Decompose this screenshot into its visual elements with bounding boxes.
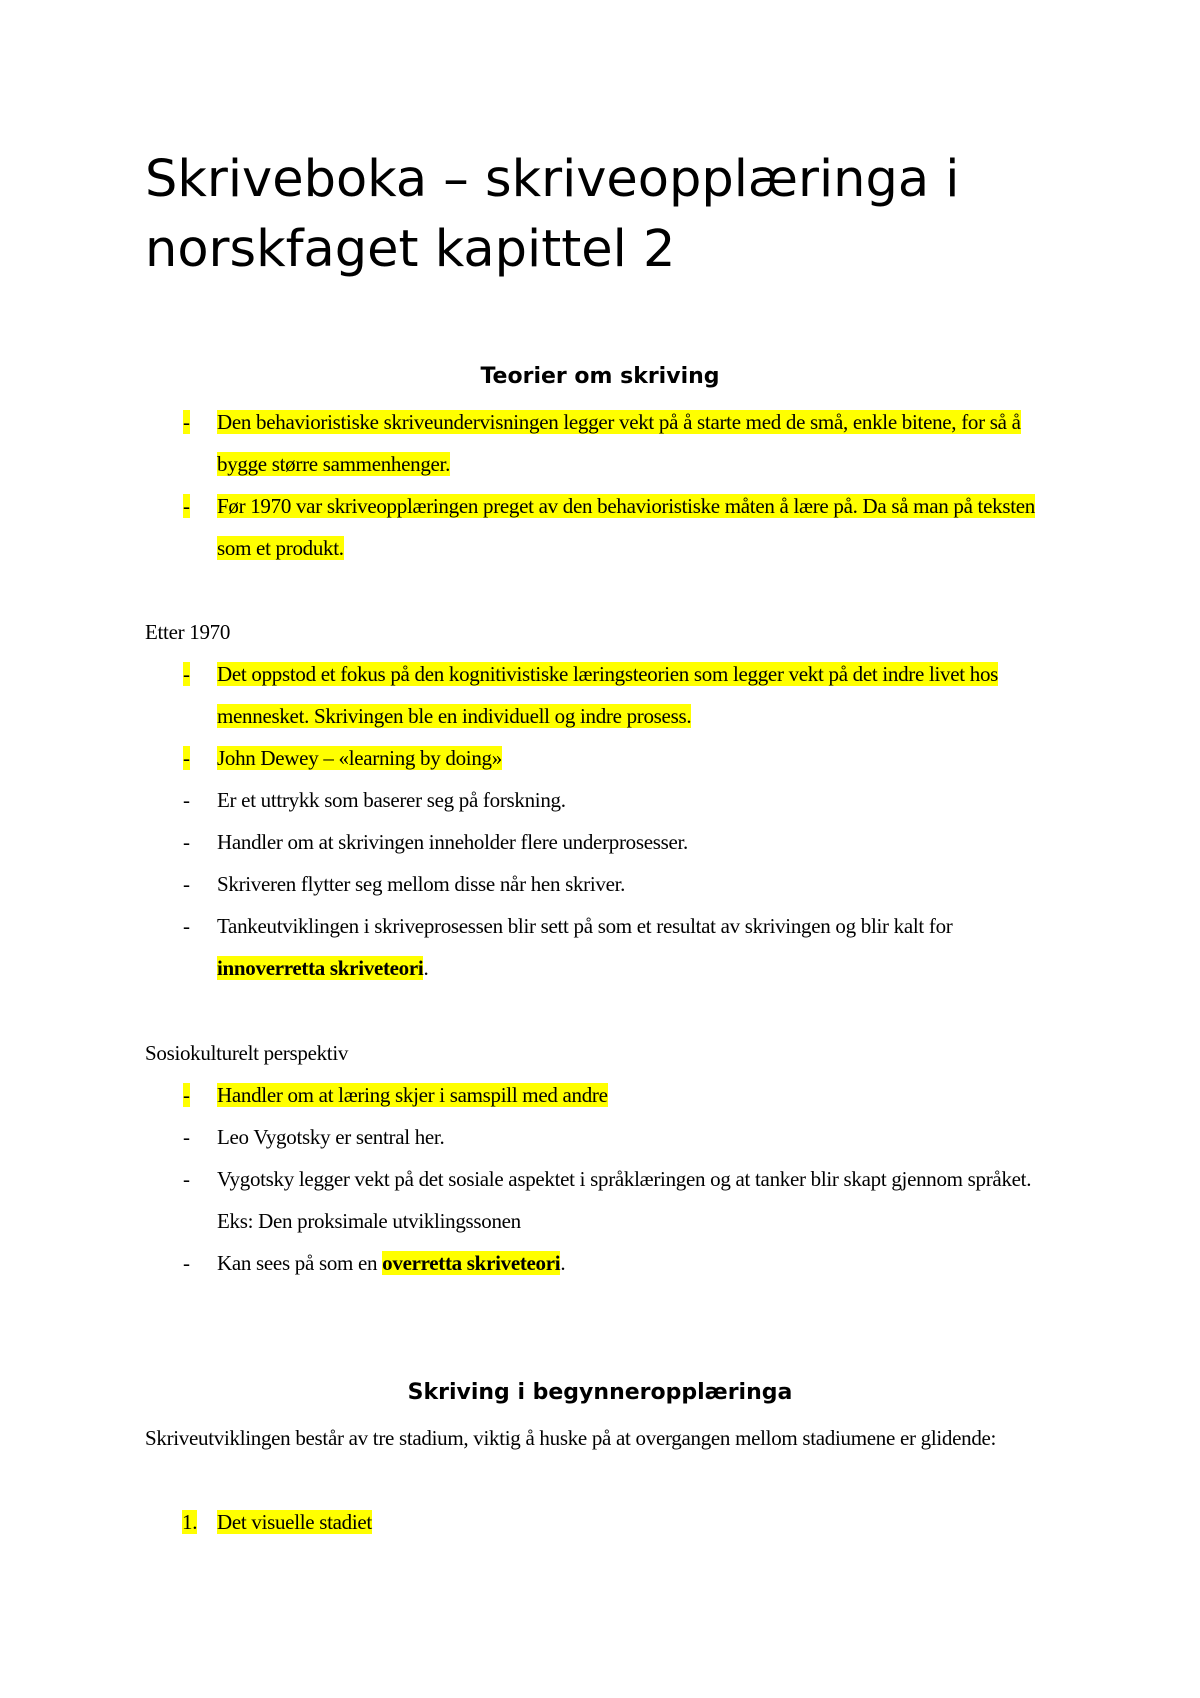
intro-paragraph: Skriveutviklingen består av tre stadium, viktig å huske på at overgangen mellom stadiumene er glidende: <box>145 1426 997 1450</box>
list-dash: - <box>183 1167 190 1191</box>
numbered-item <box>145 1501 1055 1543</box>
list-item <box>145 1242 1055 1284</box>
list-item <box>145 401 1055 485</box>
punctuation: . <box>423 956 429 980</box>
list-item <box>145 653 1055 737</box>
list-item-text: Er et uttrykk som baserer seg på forskning. <box>217 788 566 812</box>
list-teorier <box>145 401 1055 569</box>
label-sosiokulturelt: Sosiokulturelt perspektiv <box>145 1041 349 1065</box>
list-item-text: Tankeutviklingen i skriveprosessen blir sett på som et resultat av skrivingen og blir kalt for <box>217 914 953 938</box>
list-item <box>145 1158 1055 1242</box>
list-dash: - <box>183 662 190 686</box>
list-etter-1970 <box>145 653 1055 989</box>
list-item-text: Handler om at læring skjer i samspill med andre <box>217 1083 608 1107</box>
list-item-text: Det visuelle stadiet <box>217 1510 372 1534</box>
list-item-text: Kan sees på som en <box>217 1251 383 1275</box>
list-dash: - <box>183 1083 190 1107</box>
list-item <box>145 863 1055 905</box>
list-item <box>145 485 1055 569</box>
list-item <box>145 1116 1055 1158</box>
list-item <box>145 821 1055 863</box>
list-dash: - <box>183 914 190 938</box>
list-dash: - <box>183 872 190 896</box>
list-sosiokulturelt <box>145 1074 1055 1284</box>
list-dash: - <box>183 1251 190 1275</box>
numbered-list-stadier <box>145 1501 1055 1543</box>
section-heading-begynneropplaeringa: Skriving i begynneropplæringa <box>407 1380 793 1405</box>
list-item-text: Vygotsky legger vekt på det sosiale aspektet i språklæringen og at tanker blir skapt gjennom språket. Eks: Den proksimale utviklingssonen <box>217 1167 1032 1233</box>
list-dash: - <box>183 746 190 770</box>
list-dash: - <box>183 830 190 854</box>
list-dash: - <box>183 494 190 518</box>
list-item-text: Før 1970 var skriveopplæringen preget av den behavioristiske måten å lære på. Da så man på teksten som et produkt. <box>217 494 1035 560</box>
document-title: Skriveboka – skriveopplæringa i norskfaget kapittel 2 <box>145 150 960 279</box>
section-heading-teorier: Teorier om skriving <box>480 364 720 389</box>
list-dash: - <box>183 788 190 812</box>
list-item-text: Skriveren flytter seg mellom disse når hen skriver. <box>217 872 626 896</box>
list-item <box>145 737 1055 779</box>
list-item <box>145 905 1055 989</box>
list-item-text: Den behavioristiske skriveundervisningen legger vekt på å starte med de små, enkle bitene, for så å bygge større sammenhenger. <box>217 410 1021 476</box>
list-item-text: Leo Vygotsky er sentral her. <box>217 1125 445 1149</box>
list-item-text: John Dewey – «learning by doing» <box>217 746 502 770</box>
list-item-text: Handler om at skrivingen inneholder flere underprosesser. <box>217 830 688 854</box>
list-dash: - <box>183 1125 190 1149</box>
punctuation: . <box>560 1251 566 1275</box>
list-dash: - <box>183 410 190 434</box>
label-etter-1970: Etter 1970 <box>145 620 231 644</box>
list-number: 1. <box>182 1510 198 1534</box>
list-item-text: Det oppstod et fokus på den kognitivistiske læringsteorien som legger vekt på det indre livet hos mennesket. Skrivingen ble en individuell og indre prosess. <box>217 662 999 728</box>
term-overretta: overretta skriveteori <box>382 1251 561 1275</box>
list-item <box>145 1074 1055 1116</box>
list-item <box>145 779 1055 821</box>
term-innoverretta: innoverretta skriveteori <box>217 956 424 980</box>
